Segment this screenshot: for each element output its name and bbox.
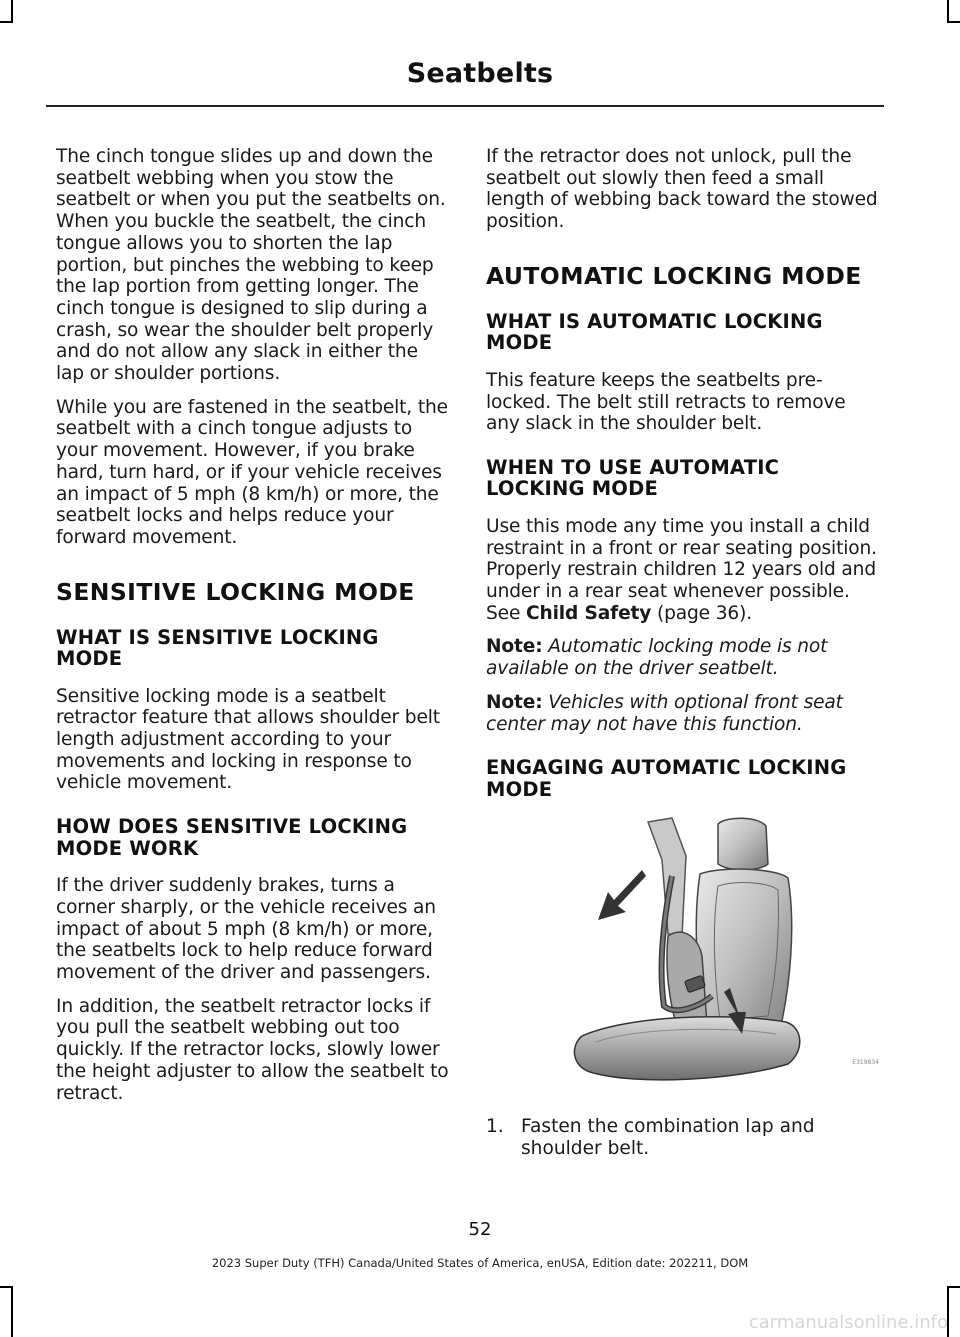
when-to-use-text: Use this mode any time you install a child restraint in a front or rear seating position. Properly restrain children 12 years old and under in a rear seat whenever possible. See (486, 515, 877, 624)
child-safety-link[interactable]: Child Safety (526, 602, 652, 624)
crop-mark (947, 21, 960, 23)
heading-engaging-automatic-locking: ENGAGING AUTOMATIC LOCKING MODE (486, 756, 847, 801)
seat-illustration-icon (486, 816, 881, 1096)
crop-mark (0, 21, 13, 23)
crop-mark (11, 1286, 13, 1337)
automatic-locking-description: This feature keeps the seatbelts pre-locked. The belt still retracts to remove any slack in the shoulder belt. (486, 369, 846, 435)
note-label: Note: (486, 636, 543, 658)
header-divider (46, 105, 884, 107)
heading-what-is-sensitive-locking: WHAT IS SENSITIVE LOCKING MODE (56, 625, 379, 671)
section-title-sensitive-locking: SENSITIVE LOCKING MODE (56, 577, 415, 606)
note-label: Note: (486, 691, 543, 713)
step-item (486, 1116, 881, 1159)
heading-when-to-use-automatic-locking: WHEN TO USE AUTOMATIC LOCKING MODE (486, 455, 780, 501)
note-text: Automatic locking mode is not available on the driver seatbelt. (486, 636, 828, 680)
watermark: carmanualsonline.info (748, 1312, 948, 1333)
section-title-automatic-locking: AUTOMATIC LOCKING MODE (486, 261, 862, 290)
sensitive-locking-description: Sensitive locking mode is a seatbelt retractor feature that allows shoulder belt length adjustment according to your movements and locking in response to vehicle movement. (56, 685, 440, 794)
figure-code: E319834 (852, 1059, 879, 1067)
note-driver-seatbelt (486, 636, 881, 679)
retractor-unlock-paragraph: If the retractor does not unlock, pull the seatbelt out slowly then feed a small length of webbing back toward the stowed position. (486, 146, 878, 233)
page-reference: (page 36). (657, 602, 752, 624)
when-to-use-paragraph (486, 516, 881, 625)
left-column (56, 146, 451, 1116)
note-front-seat-center (486, 692, 881, 735)
edition-footer: 2023 Super Duty (TFH) Canada/United States of America, enUSA, Edition date: 202211, DOM (211, 1256, 749, 1270)
step-text: Fasten the combination lap and shoulder belt. (521, 1116, 815, 1159)
page-number: 52 (468, 1219, 492, 1240)
how-paragraph-1: If the driver suddenly brakes, turns a corner sharply, or the vehicle receives an impact of about 5 mph (8 km/h) or more, the seatbelts lock to help reduce forward movement of the driver and passengers. (56, 875, 436, 983)
heading-how-sensitive-locking-works: HOW DOES SENSITIVE LOCKING MODE WORK (56, 815, 408, 860)
right-column (486, 146, 881, 1160)
crop-mark (947, 0, 949, 22)
heading-what-is-automatic-locking: WHAT IS AUTOMATIC LOCKING MODE (486, 309, 823, 355)
crop-mark (0, 1286, 13, 1288)
crop-mark (947, 1286, 960, 1288)
intro-paragraph-2: While you are fastened in the seatbelt, the seatbelt with a cinch tongue adjusts to your movement. However, if you brake hard, turn hard, or if your vehicle receives an impact of 5 mph (8 km/h) or more, the seatbelt locks and helps reduce your forward movement. (56, 396, 448, 548)
how-paragraph-2: In addition, the seatbelt retractor locks if you pull the seatbelt webbing out too quickly. If the retractor locks, slowly lower the height adjuster to allow the seatbelt to retract. (56, 995, 449, 1104)
crop-mark (11, 0, 13, 22)
page-title: Seatbelts (406, 58, 554, 89)
note-text: Vehicles with optional front seat center may not have this function. (486, 691, 843, 735)
seat-with-seatbelt-illustration (486, 816, 881, 1096)
intro-paragraph-1: The cinch tongue slides up and down the seatbelt webbing when you stow the seatbelt or when you put the seatbelts on. When you buckle the seatbelt, the cinch tongue allows you to shorten the lap portion, but pinches the webbing to keep the lap portion from getting longer. The cinch tongue is designed to slip during a crash, so wear the shoulder belt properly and do not allow any slack in either the lap or shoulder portions. (56, 146, 446, 385)
step-number: 1. (486, 1116, 504, 1138)
